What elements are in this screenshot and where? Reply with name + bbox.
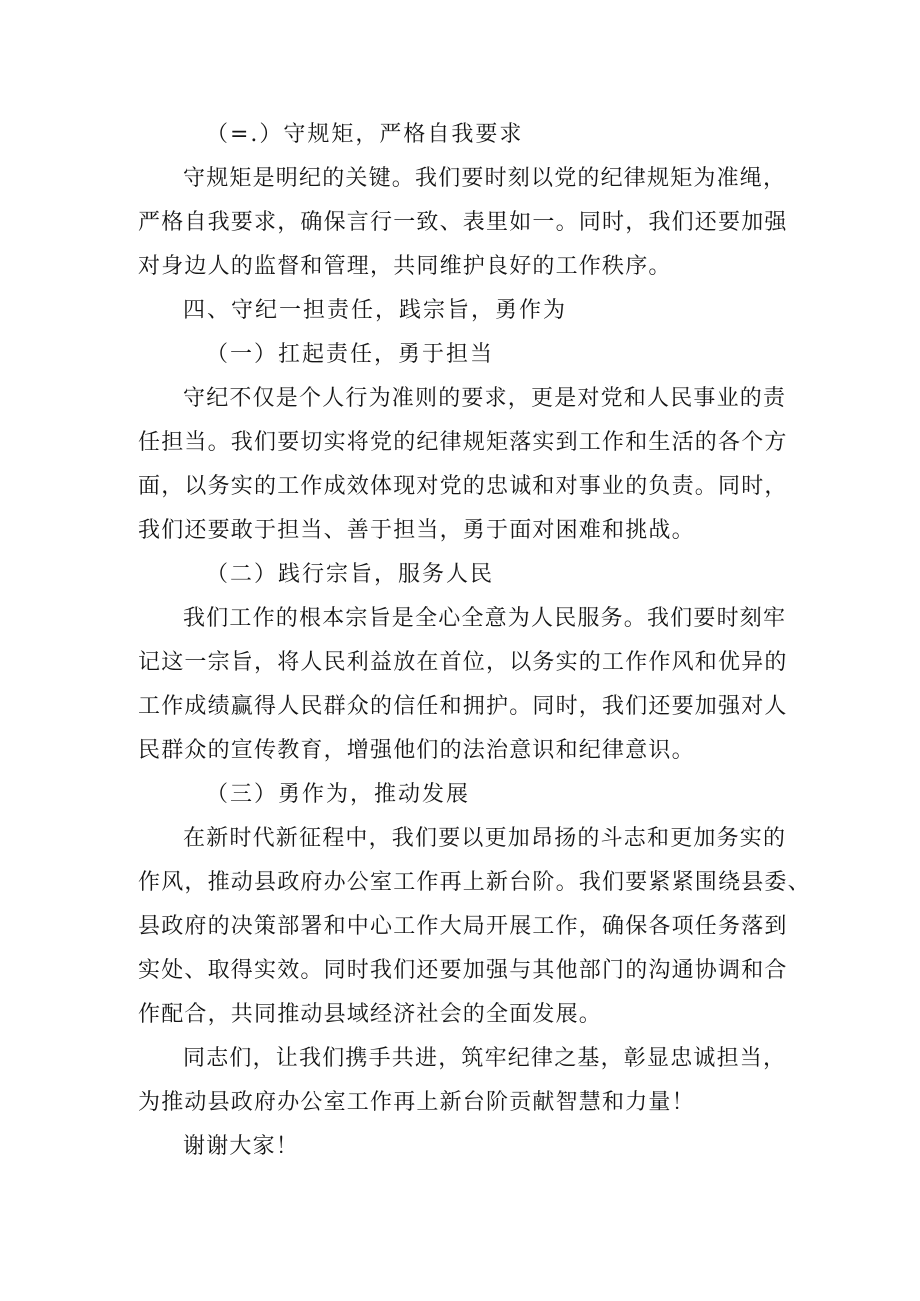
paragraph-line: 作配合，共同推动县域经济社会的全面发展。 [138, 1002, 603, 1027]
closing-paragraph-line: 同志们，让我们携手共进，筑牢纪律之基，彰显忠诚担当， [183, 1046, 787, 1071]
paragraph-line: 对身边人的监督和管理，共同维护良好的工作秩序。 [138, 254, 672, 279]
paragraph-line: 民群众的宣传教育，增强他们的法治意识和纪律意识。 [138, 738, 695, 763]
closing-thanks: 谢谢大家！ [183, 1134, 300, 1159]
paragraph-line: 实处、取得实效。同时我们还要加强与其他部门的沟通协调和合 [138, 958, 788, 983]
paragraph-line: 在新时代新征程中，我们要以更加昂扬的斗志和更加务实的 [183, 826, 787, 851]
paragraph-line: 守规矩是明纪的关键。我们要时刻以党的纪律规矩为准绳， [183, 166, 787, 191]
section-heading-promote-development: （三）勇作为，推动发展 [206, 782, 471, 807]
section-heading-keep-rules: （=.）守规矩，严格自我要求 [206, 122, 524, 147]
paragraph-line: 面，以务实的工作成效体现对党的忠诚和对事业的负责。同时， [138, 474, 788, 499]
paragraph-line: 我们工作的根本宗旨是全心全意为人民服务。我们要时刻牢 [183, 606, 787, 631]
paragraph-line: 作风，推动县政府办公室工作再上新台阶。我们要紧紧围绕县委、 [138, 870, 811, 895]
chapter-heading-four: 四、守纪一担责任，践宗旨，勇作为 [183, 298, 568, 323]
paragraph-line: 守纪不仅是个人行为准则的要求，更是对党和人民事业的责 [183, 386, 787, 411]
paragraph-line: 记这一宗旨，将人民利益放在首位，以务实的工作作风和优异的 [138, 650, 788, 675]
section-heading-serve-people: （二）践行宗旨，服务人民 [206, 562, 495, 587]
paragraph-line: 我们还要敢于担当、善于担当，勇于面对困难和挑战。 [138, 518, 695, 543]
paragraph-line: 工作成绩赢得人民群众的信任和拥护。同时，我们还要加强对人 [138, 694, 788, 719]
paragraph-line: 县政府的决策部署和中心工作大局开展工作，确保各项任务落到 [138, 914, 788, 939]
section-heading-take-responsibility: （一）扛起责任，勇于担当 [206, 342, 495, 367]
closing-paragraph-line: 为推动县政府办公室工作再上新台阶贡献智慧和力量！ [138, 1090, 695, 1115]
paragraph-line: 任担当。我们要切实将党的纪律规矩落实到工作和生活的各个方 [138, 430, 788, 455]
paragraph-line: 严格自我要求，确保言行一致、表里如一。同时，我们还要加强 [138, 210, 788, 235]
